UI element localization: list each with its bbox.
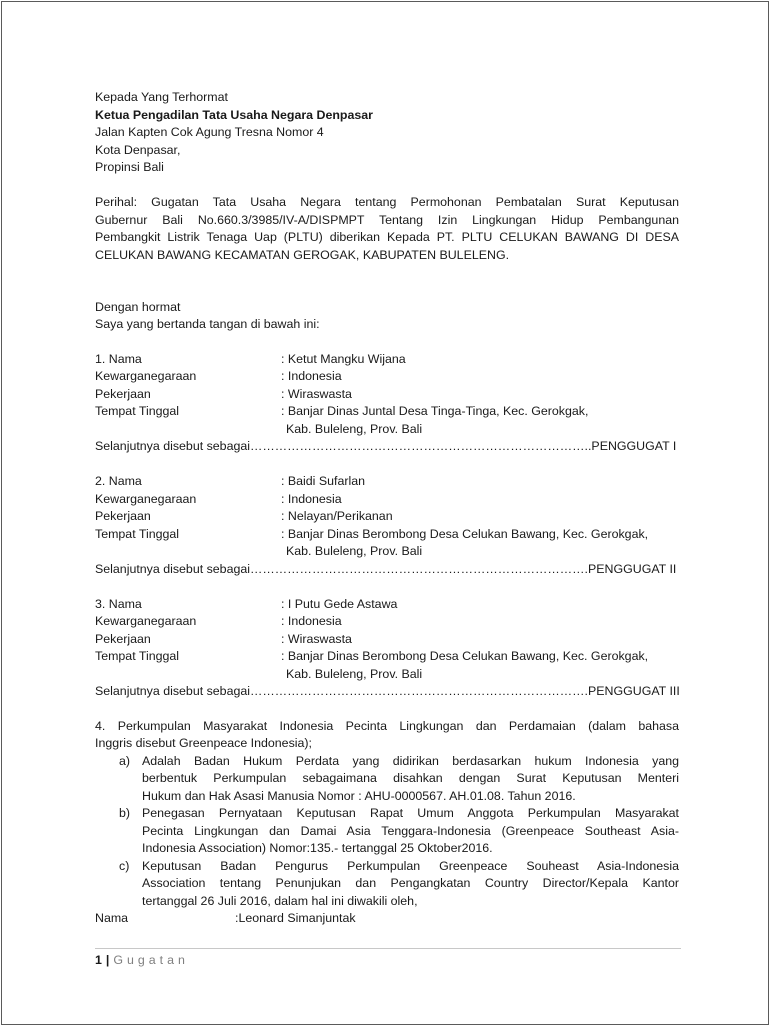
person-name-value: : I Putu Gede Astawa [281,597,398,611]
person-name-value: : Baidi Sufarlan [281,474,366,488]
representative-value: :Leonard Simanjuntak [235,911,356,925]
person-citizenship-label: Kewarganegaraan [95,614,197,628]
perihal-line: Gubernur Bali No.660.3/3985/IV-A/DISPMPT Tentang Izin Lingkungan Hidup Pembangunan [95,213,679,227]
person-citizenship-value: : Indonesia [281,492,342,506]
person-address-value: Kab. Buleleng, Prov. Bali [286,422,423,436]
person-citizenship-value: : Indonesia [281,369,342,383]
greeting: Dengan hormat [95,300,181,314]
person-citizenship-label: Kewarganegaraan [95,369,197,383]
person-name-label: 3. Nama [95,597,142,611]
person-name-label: 1. Nama [95,352,142,366]
person-address-value: : Banjar Dinas Juntal Desa Tinga-Tinga, Kec. Gerokgak, [281,404,589,418]
footer-label: Gugatan [113,953,189,967]
org-item-line: Keputusan Badan Pengurus Perkumpulan Greenpeace Souheast Asia-Indonesia [142,859,679,873]
person-referred-as: Selanjutnya disebut sebagai……………………………………………………………………….PENGGUGAT III [95,684,680,698]
person-job-value: : Wiraswasta [281,632,352,646]
org-item-line: tertanggal 26 Juli 2016, dalam hal ini diwakili oleh, [142,894,418,908]
person-job-label: Pekerjaan [95,632,151,646]
person-address-value: : Banjar Dinas Berombong Desa Celukan Bawang, Kec. Gerokgak, [281,527,649,541]
perihal-line: Perihal: Gugatan Tata Usaha Negara tentang Permohonan Pembatalan Surat Keputusan [95,195,679,209]
person-name-value: : Ketut Mangku Wijana [281,352,406,366]
perihal-line: CELUKAN BAWANG KECAMATAN GEROGAK, KABUPATEN BULELENG. [95,248,510,262]
person-job-label: Pekerjaan [95,387,151,401]
footer-separator: | [105,953,110,967]
org-item-line: Adalah Badan Hukum Perdata yang didirikan berdasarkan hukum Indonesia yang [142,754,679,768]
person-job-value: : Nelayan/Perikanan [281,509,393,523]
org-item-line: Indonesia Association) Nomor:135.- tertanggal 25 Oktober2016. [142,841,493,855]
person-job-label: Pekerjaan [95,509,151,523]
recipient-name: Ketua Pengadilan Tata Usaha Negara Denpasar [95,108,373,122]
org-intro-line: 4. Perkumpulan Masyarakat Indonesia Pecinta Lingkungan dan Perdamaian (dalam bahasa [95,719,679,733]
org-item-marker: c) [119,859,130,873]
person-name-label: 2. Nama [95,474,142,488]
person-address-label: Tempat Tinggal [95,527,180,541]
org-item-line: berbentuk Perkumpulan sebagaimana disahkan dengan Surat Keputusan Menteri [142,771,679,785]
person-citizenship-value: : Indonesia [281,614,342,628]
recipient-address-line: Propinsi Bali [95,160,164,174]
org-item-line: Association tentang Penunjukan dan Pengangkatan Country Director/Kepala Kantor [142,876,679,890]
org-item-line: Penegasan Pernyataan Keputusan Rapat Umum Anggota Perkumpulan Masyarakat [142,806,679,820]
document-page [1,1,769,1025]
intro-text: Saya yang bertanda tangan di bawah ini: [95,317,320,331]
person-citizenship-label: Kewarganegaraan [95,492,197,506]
recipient-address-line: Kota Denpasar, [95,143,181,157]
page-number: 1 [95,953,102,967]
perihal-line: Pembangkit Listrik Tenaga Uap (PLTU) diberikan Kepada PT. PLTU CELUKAN BAWANG DI DESA [95,230,679,244]
page-footer [95,952,189,968]
person-address-value: Kab. Buleleng, Prov. Bali [286,544,423,558]
person-referred-as: Selanjutnya disebut sebagai………………………………………………………………………..PENGGUGAT I [95,439,677,453]
representative-label: Nama [95,911,129,925]
org-item-marker: a) [119,754,131,768]
org-item-marker: b) [119,806,131,820]
org-intro-line: Inggris disebut Greenpeace Indonesia); [95,736,312,750]
recipient-salutation: Kepada Yang Terhormat [95,90,228,104]
person-address-label: Tempat Tinggal [95,649,180,663]
recipient-address-line: Jalan Kapten Cok Agung Tresna Nomor 4 [95,125,324,139]
org-item-line: Pecinta Lingkungan dan Damai Asia Tenggara-Indonesia (Greenpeace Southeast Asia- [142,824,679,838]
person-address-label: Tempat Tinggal [95,404,180,418]
person-address-value: : Banjar Dinas Berombong Desa Celukan Bawang, Kec. Gerokgak, [281,649,649,663]
person-job-value: : Wiraswasta [281,387,352,401]
footer-divider [95,948,681,949]
person-referred-as: Selanjutnya disebut sebagai……………………………………………………………………….PENGGUGAT II [95,562,677,576]
org-item-line: Hukum dan Hak Asasi Manusia Nomor : AHU-0000567. AH.01.08. Tahun 2016. [142,789,576,803]
person-address-value: Kab. Buleleng, Prov. Bali [286,667,423,681]
